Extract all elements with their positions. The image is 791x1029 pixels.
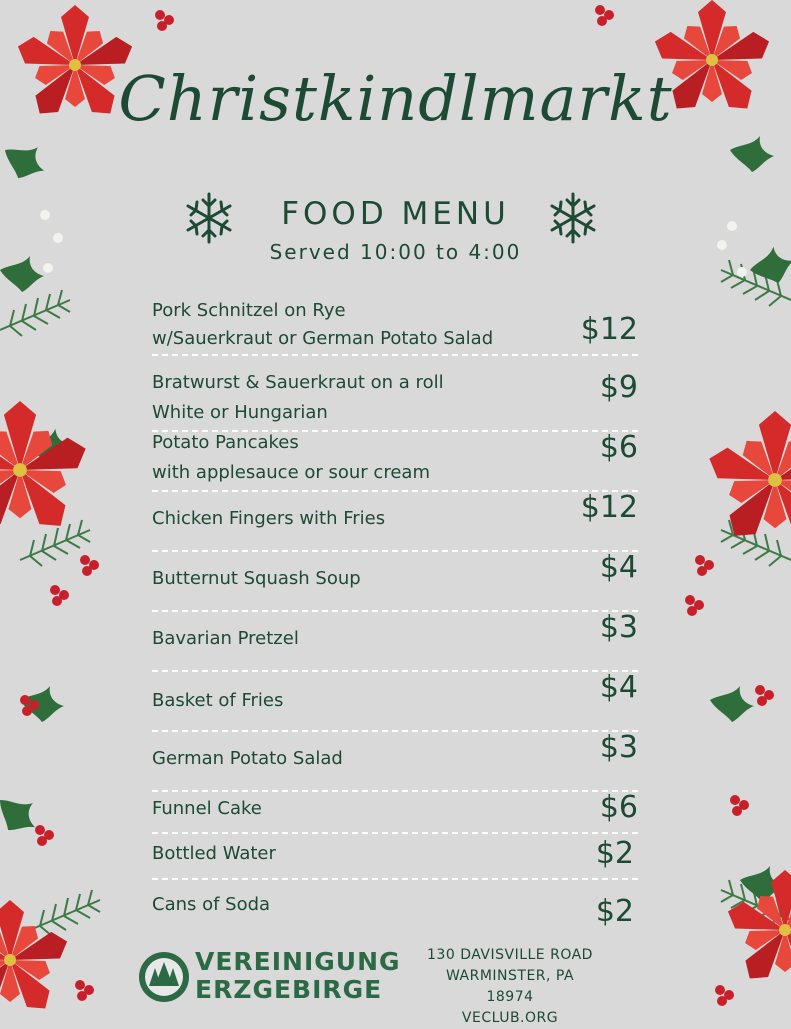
item-price: $4 [599,670,638,705]
item-price: $6 [599,430,638,465]
item-price: $4 [599,550,638,585]
item-name: Bavarian Pretzel [152,628,299,649]
menu-item [152,834,638,880]
item-name: Chicken Fingers with Fries [152,508,386,529]
org-line-2: ERZGEBIRGE [195,975,383,1004]
item-name: Potato Pancakes [152,432,299,453]
item-name: Basket of Fries [152,690,284,711]
menu-item [152,368,638,432]
item-name: Butternut Squash Soup [152,568,361,589]
page-title: Christkindlmarkt [118,62,673,135]
org-line-1: VEREINIGUNG [195,947,401,976]
item-description: with applesauce or sour cream [152,462,430,483]
item-name: German Potato Salad [152,748,343,769]
menu-item [152,670,638,732]
item-price: $2 [595,836,634,871]
website-link[interactable]: VECLUB.ORG [461,1010,559,1026]
menu-item [152,790,638,834]
item-name: Pork Schnitzel on Rye [152,300,346,321]
item-name: Bottled Water [152,843,276,864]
address-street: 130 DAVISVILLE ROAD [427,947,593,963]
item-name: Bratwurst & Sauerkraut on a roll [152,372,444,393]
item-name: Funnel Cake [152,798,262,819]
menu-item [152,550,638,612]
address-city: WARMINSTER, PA 18974 [445,968,575,1005]
menu-item [152,428,638,492]
item-price: $9 [599,370,638,405]
item-price: $2 [595,894,634,929]
serving-hours: Served 10:00 to 4:00 [269,240,522,264]
menu-item [152,296,638,356]
item-description: w/Sauerkraut or German Potato Salad [152,328,494,349]
menu-item [152,730,638,792]
item-description: White or Hungarian [152,402,328,423]
address-block [420,945,600,1029]
item-price: $6 [599,790,638,825]
organization-name [195,948,401,1004]
item-price: $3 [599,730,638,765]
menu-item [152,490,638,552]
menu-item [152,610,638,672]
item-price: $12 [580,312,638,347]
logo-seal-icon [137,950,191,1004]
menu-item [152,886,638,932]
item-price: $3 [599,610,638,645]
item-name: Cans of Soda [152,894,271,915]
item-price: $12 [580,490,638,525]
menu-heading: FOOD MENU [281,196,510,232]
